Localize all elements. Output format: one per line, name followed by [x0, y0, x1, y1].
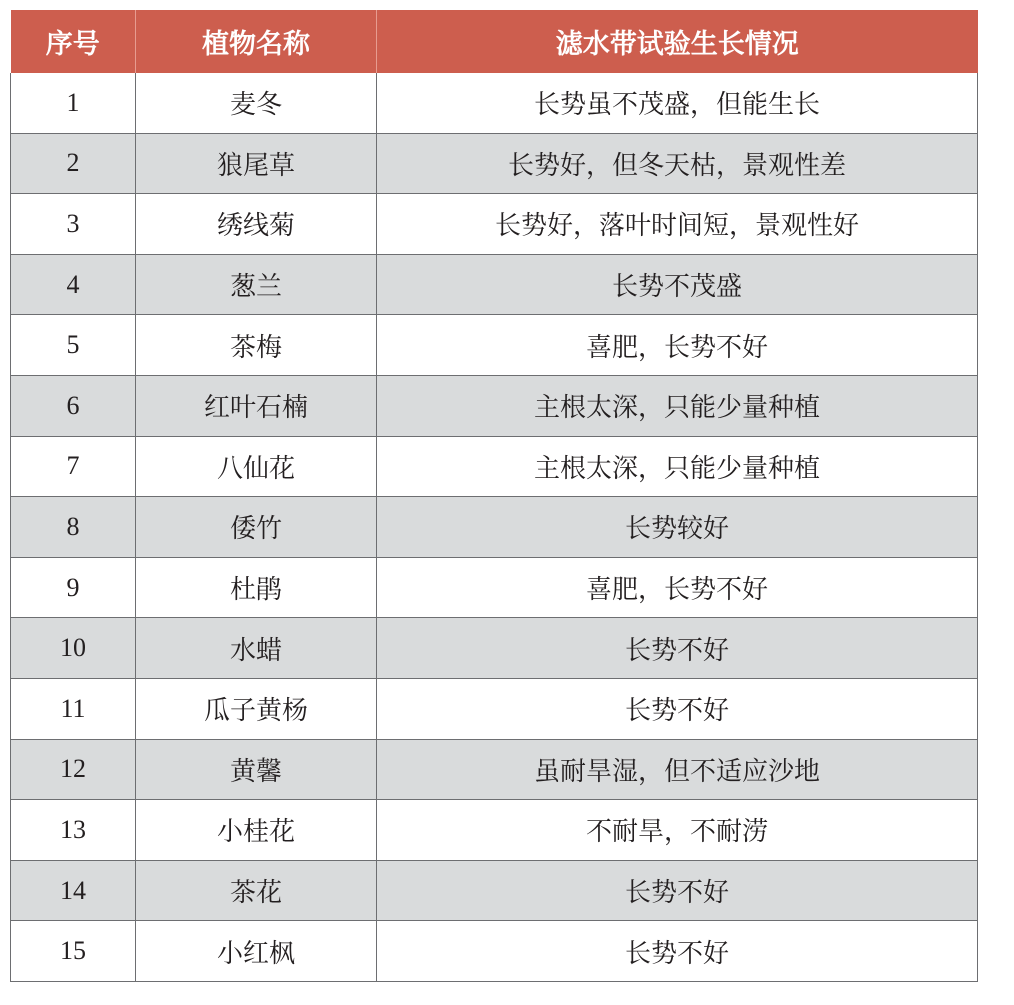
header-plant-name: 植物名称 — [136, 10, 377, 73]
table-row — [11, 73, 978, 133]
table-row — [11, 557, 978, 618]
cell-plant-name: 八仙花 — [136, 436, 377, 497]
table-body — [11, 73, 978, 981]
cell-growth-status: 喜肥，长势不好 — [377, 557, 978, 618]
table-row — [11, 254, 978, 315]
header-serial-number: 序号 — [11, 10, 136, 73]
cell-plant-name: 小桂花 — [136, 800, 377, 861]
table-row — [11, 375, 978, 436]
cell-plant-name: 红叶石楠 — [136, 375, 377, 436]
table-header — [11, 10, 978, 73]
cell-growth-status: 长势好，落叶时间短，景观性好 — [377, 194, 978, 255]
cell-plant-name: 小红枫 — [136, 921, 377, 982]
plant-table-container — [10, 10, 977, 982]
cell-growth-status: 长势不好 — [377, 860, 978, 921]
table-row — [11, 497, 978, 558]
cell-growth-status: 长势不好 — [377, 678, 978, 739]
cell-growth-status: 虽耐旱湿，但不适应沙地 — [377, 739, 978, 800]
cell-serial-number: 6 — [11, 375, 136, 436]
cell-growth-status: 长势不好 — [377, 618, 978, 679]
table-row — [11, 194, 978, 255]
cell-serial-number: 1 — [11, 73, 136, 133]
cell-serial-number: 11 — [11, 678, 136, 739]
plant-growth-table — [10, 10, 978, 982]
cell-serial-number: 12 — [11, 739, 136, 800]
cell-plant-name: 黄馨 — [136, 739, 377, 800]
cell-plant-name: 杜鹃 — [136, 557, 377, 618]
cell-growth-status: 长势不好 — [377, 921, 978, 982]
cell-growth-status: 长势较好 — [377, 497, 978, 558]
cell-growth-status: 长势不茂盛 — [377, 254, 978, 315]
cell-growth-status: 主根太深，只能少量种植 — [377, 375, 978, 436]
cell-plant-name: 瓜子黄杨 — [136, 678, 377, 739]
table-row — [11, 921, 978, 982]
table-row — [11, 860, 978, 921]
table-row — [11, 618, 978, 679]
table-row — [11, 800, 978, 861]
cell-growth-status: 不耐旱，不耐涝 — [377, 800, 978, 861]
cell-serial-number: 14 — [11, 860, 136, 921]
cell-growth-status: 喜肥，长势不好 — [377, 315, 978, 376]
cell-plant-name: 麦冬 — [136, 73, 377, 133]
header-row — [11, 10, 978, 73]
cell-serial-number: 7 — [11, 436, 136, 497]
table-row — [11, 315, 978, 376]
cell-serial-number: 2 — [11, 133, 136, 194]
cell-plant-name: 倭竹 — [136, 497, 377, 558]
cell-growth-status: 长势虽不茂盛，但能生长 — [377, 73, 978, 133]
cell-serial-number: 13 — [11, 800, 136, 861]
cell-serial-number: 4 — [11, 254, 136, 315]
cell-plant-name: 狼尾草 — [136, 133, 377, 194]
cell-serial-number: 5 — [11, 315, 136, 376]
cell-serial-number: 3 — [11, 194, 136, 255]
cell-serial-number: 9 — [11, 557, 136, 618]
header-growth-status: 滤水带试验生长情况 — [377, 10, 978, 73]
table-row — [11, 133, 978, 194]
table-row — [11, 739, 978, 800]
cell-growth-status: 主根太深，只能少量种植 — [377, 436, 978, 497]
cell-plant-name: 茶花 — [136, 860, 377, 921]
cell-serial-number: 15 — [11, 921, 136, 982]
cell-growth-status: 长势好，但冬天枯，景观性差 — [377, 133, 978, 194]
cell-serial-number: 8 — [11, 497, 136, 558]
cell-plant-name: 葱兰 — [136, 254, 377, 315]
table-row — [11, 436, 978, 497]
cell-serial-number: 10 — [11, 618, 136, 679]
cell-plant-name: 茶梅 — [136, 315, 377, 376]
cell-plant-name: 绣线菊 — [136, 194, 377, 255]
table-row — [11, 678, 978, 739]
cell-plant-name: 水蜡 — [136, 618, 377, 679]
